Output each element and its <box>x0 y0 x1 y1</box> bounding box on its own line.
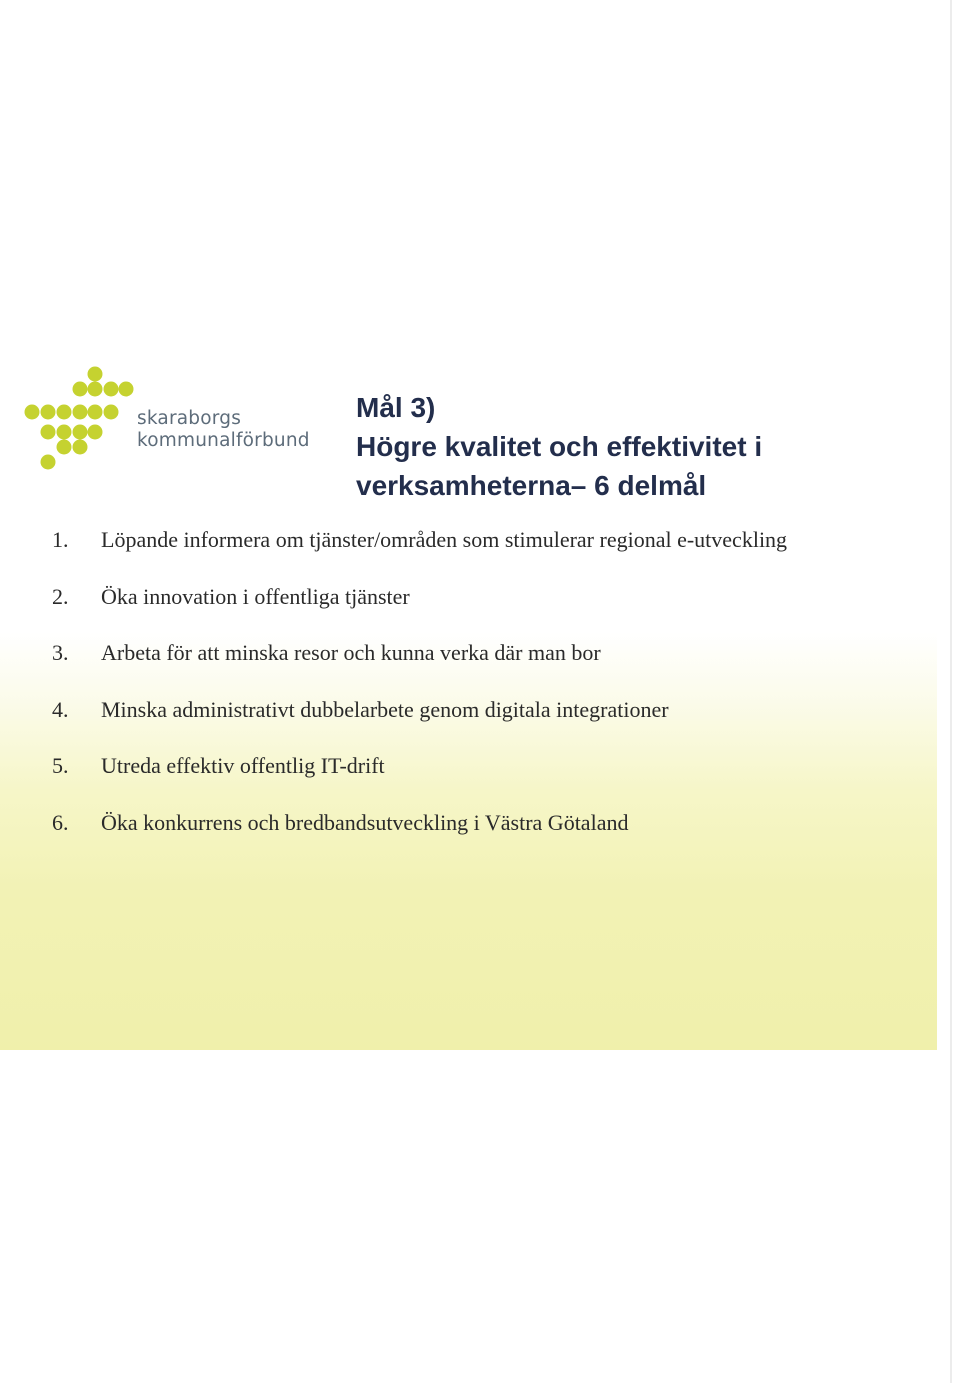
goal-number: 5. <box>52 753 69 779</box>
goal-item-5 <box>52 748 787 805</box>
logo-dot <box>57 425 72 440</box>
logo-dot <box>88 382 103 397</box>
logo-dot <box>73 382 88 397</box>
title-line-2: Högre kvalitet och effektivitet i <box>356 431 763 462</box>
goal-number: 3. <box>52 640 69 666</box>
logo-dot <box>25 405 40 420</box>
goal-number: 2. <box>52 583 69 609</box>
logo-dot <box>88 405 103 420</box>
scan-edge <box>950 0 952 1383</box>
goal-text: Öka innovation i offentliga tjänster <box>101 583 410 609</box>
goal-item-2 <box>52 579 787 636</box>
logo-dot <box>41 405 56 420</box>
goal-text: Löpande informera om tjänster/områden som stimulerar regional e-utveckling <box>101 527 788 552</box>
logo-dot <box>41 425 56 440</box>
goal-number: 1. <box>52 527 69 552</box>
page-title <box>356 388 762 505</box>
logo-dot <box>73 405 88 420</box>
logo-line-1: skaraborgs <box>137 408 242 429</box>
logo-dot <box>41 455 56 470</box>
goal-number: 6. <box>52 809 69 835</box>
skaraborgs-logo-icon <box>18 362 138 474</box>
goal-text: Utreda effektiv offentlig IT-drift <box>101 753 385 779</box>
logo-dot <box>73 440 88 455</box>
goal-item-6 <box>52 805 787 862</box>
goal-list <box>52 522 787 862</box>
title-line-1: Mål 3) <box>356 392 436 423</box>
goal-text: Öka konkurrens och bredbandsutveckling i Västra Götaland <box>101 809 629 835</box>
logo-dot <box>104 382 119 397</box>
goal-number: 4. <box>52 696 69 722</box>
logo-line-2: kommunalförbund <box>137 430 310 451</box>
logo-dot <box>88 367 103 382</box>
title-line-3: verksamheterna– 6 delmål <box>356 470 707 501</box>
logo-dot <box>57 405 72 420</box>
goal-text: Minska administrativt dubbelarbete genom digitala integrationer <box>101 696 669 722</box>
goal-item-3 <box>52 635 787 692</box>
logo-dot <box>73 425 88 440</box>
logo-dot <box>104 405 119 420</box>
goal-item-4 <box>52 692 787 749</box>
logo-dot <box>88 425 103 440</box>
logo-dot <box>57 440 72 455</box>
logo-wordmark <box>137 408 310 452</box>
goal-item-1 <box>52 522 787 579</box>
logo-dot <box>119 382 134 397</box>
goal-text: Arbeta för att minska resor och kunna verka där man bor <box>101 640 601 666</box>
